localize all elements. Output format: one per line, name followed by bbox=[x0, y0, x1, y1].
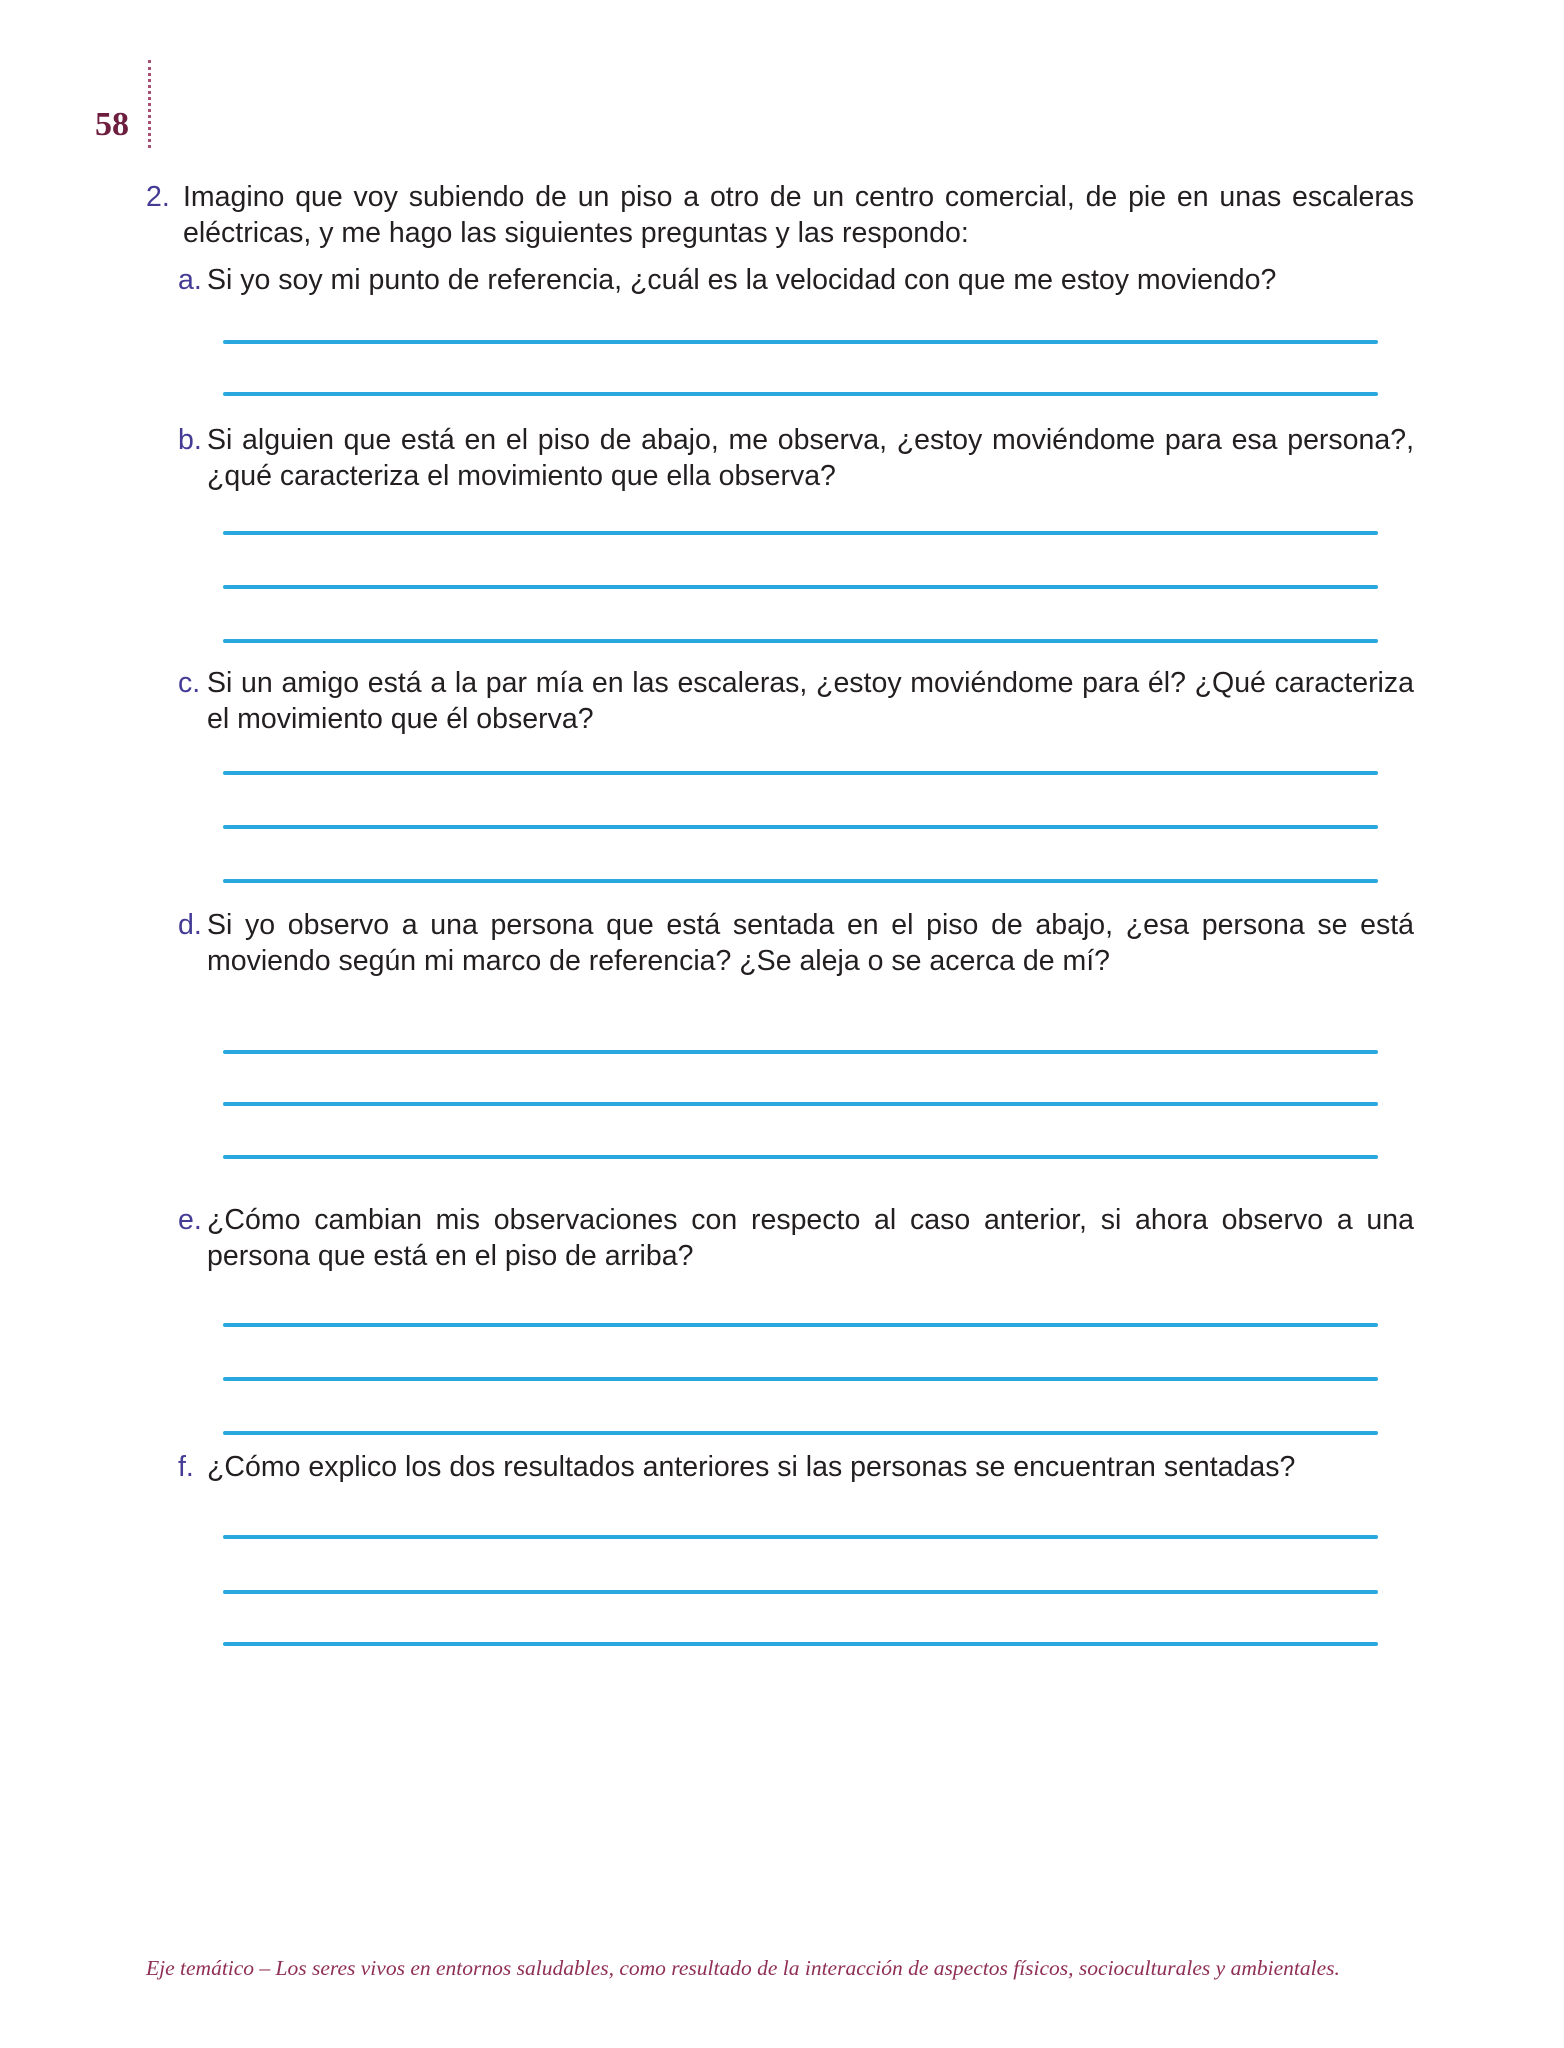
answer-line bbox=[223, 1050, 1378, 1054]
question-c bbox=[178, 665, 1414, 737]
question-e-label: e. bbox=[178, 1204, 202, 1236]
question-a-label: a. bbox=[178, 264, 202, 296]
question-a-text: Si yo soy mi punto de referencia, ¿cuál es la velocidad con que me estoy moviendo? bbox=[207, 264, 1277, 296]
question-f-text: ¿Cómo explico los dos resultados anteriores si las personas se encuentran sentadas? bbox=[207, 1451, 1296, 1483]
answer-line bbox=[223, 1431, 1378, 1435]
answer-line bbox=[223, 1377, 1378, 1381]
answer-line bbox=[223, 825, 1378, 829]
question-c-text: Si un amigo está a la par mía en las escaleras, ¿estoy moviéndome para él? ¿Qué caracteriza el movimiento que él observa? bbox=[207, 667, 1414, 735]
page-number-divider bbox=[148, 60, 151, 148]
answer-line bbox=[223, 1155, 1378, 1159]
footer-theme-note: Eje temático – Los seres vivos en entornos saludables, como resultado de la interacción de aspectos físicos, socioculturales y ambientales. bbox=[146, 1956, 1340, 1980]
exercise-2-number: 2. bbox=[146, 181, 170, 213]
answer-line bbox=[223, 1535, 1378, 1539]
question-c-label: c. bbox=[178, 667, 201, 699]
page-number: 58 bbox=[95, 106, 129, 143]
question-b-label: b. bbox=[178, 424, 202, 456]
question-b bbox=[178, 422, 1414, 494]
answer-line bbox=[223, 1102, 1378, 1106]
exercise-2-prompt: Imagino que voy subiendo de un piso a otro de un centro comercial, de pie en unas escaleras eléctricas, y me hago las siguientes preguntas y las respondo: bbox=[183, 181, 1414, 249]
answer-line bbox=[223, 771, 1378, 775]
exercise-2 bbox=[146, 179, 1414, 251]
question-e bbox=[178, 1202, 1414, 1274]
answer-line bbox=[223, 1590, 1378, 1594]
question-b-text: Si alguien que está en el piso de abajo, me observa, ¿estoy moviéndome para esa persona?, ¿qué caracteriza el movimiento que ella observa? bbox=[207, 424, 1414, 492]
question-a bbox=[178, 262, 1414, 298]
answer-line bbox=[223, 879, 1378, 883]
answer-line bbox=[223, 392, 1378, 396]
answer-line bbox=[223, 1323, 1378, 1327]
answer-line bbox=[223, 1642, 1378, 1646]
question-f-label: f. bbox=[178, 1451, 194, 1483]
answer-line bbox=[223, 585, 1378, 589]
answer-line bbox=[223, 639, 1378, 643]
question-f bbox=[178, 1449, 1414, 1485]
answer-line bbox=[223, 340, 1378, 344]
question-d-label: d. bbox=[178, 909, 202, 941]
question-d bbox=[178, 907, 1414, 979]
question-d-text: Si yo observo a una persona que está sentada en el piso de abajo, ¿esa persona se está moviendo según mi marco de referencia? ¿Se aleja o se acerca de mí? bbox=[207, 909, 1414, 977]
question-e-text: ¿Cómo cambian mis observaciones con respecto al caso anterior, si ahora observo a una persona que está en el piso de arriba? bbox=[207, 1204, 1414, 1272]
answer-line bbox=[223, 531, 1378, 535]
